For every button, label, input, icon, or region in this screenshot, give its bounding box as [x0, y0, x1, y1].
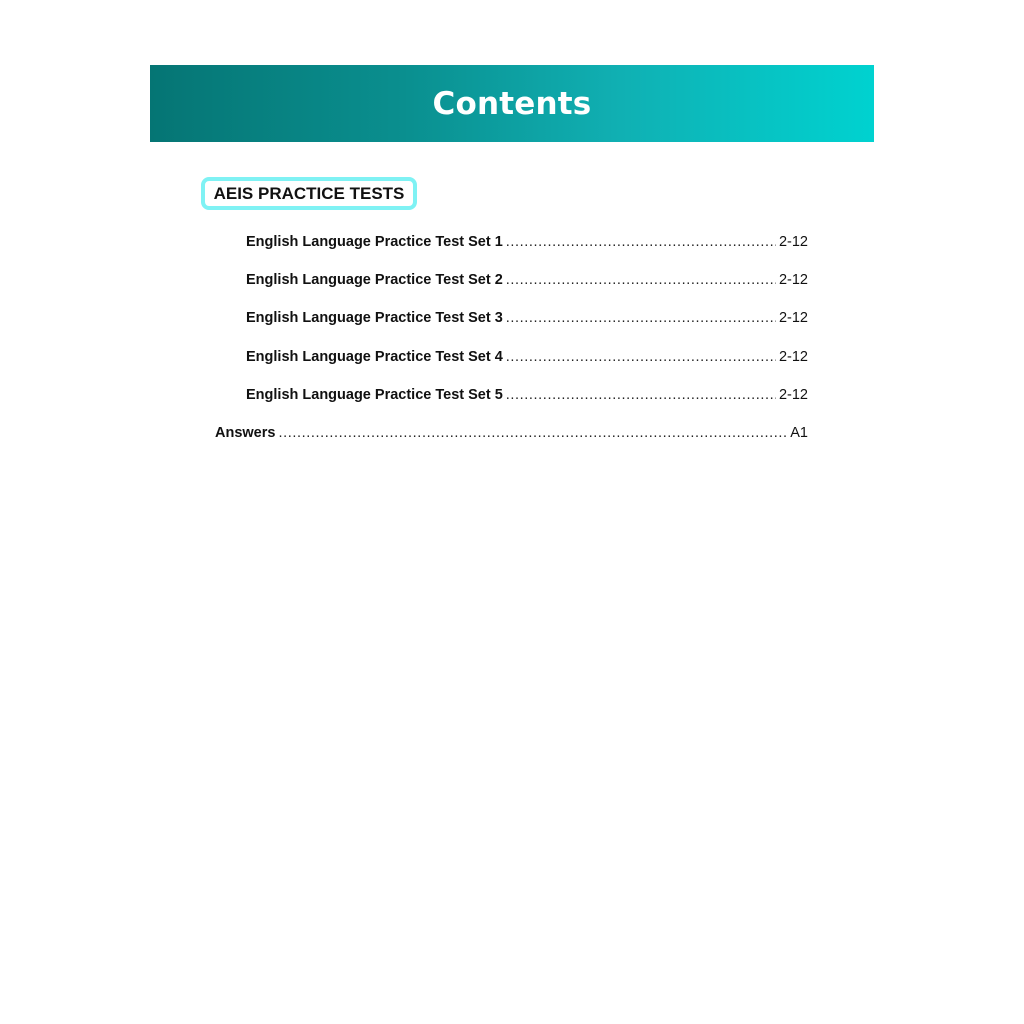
toc-entry-page: 2-12 — [778, 310, 808, 326]
toc-entry-page: 2-12 — [778, 349, 808, 365]
dot-leader — [506, 386, 776, 404]
toc-entry-title: English Language Practice Test Set 3 — [246, 310, 503, 326]
contents-banner — [150, 65, 874, 142]
toc-entry-page: 2-12 — [778, 234, 808, 250]
dot-leader — [506, 348, 776, 366]
dot-leader — [278, 424, 787, 442]
section-heading-box — [201, 177, 417, 210]
page-title: Contents — [432, 85, 592, 122]
toc-entry-page: 2-12 — [778, 387, 808, 403]
toc-entry-title: English Language Practice Test Set 4 — [246, 349, 503, 365]
toc-entry-title: English Language Practice Test Set 5 — [246, 387, 503, 403]
toc-entry-title: English Language Practice Test Set 1 — [246, 234, 503, 250]
toc-entry[interactable] — [246, 233, 808, 251]
toc-entry-page: 2-12 — [778, 272, 808, 288]
toc-entry[interactable] — [246, 309, 808, 327]
dot-leader — [506, 309, 776, 327]
toc-entry-title: Answers — [215, 425, 276, 441]
toc-entry[interactable] — [246, 348, 808, 366]
dot-leader — [506, 271, 776, 289]
toc-entry[interactable] — [246, 386, 808, 404]
toc-entry-title: English Language Practice Test Set 2 — [246, 272, 503, 288]
toc-entry-page: A1 — [790, 425, 808, 441]
toc-entry[interactable] — [246, 271, 808, 289]
toc-entry-answers[interactable] — [215, 424, 808, 442]
section-heading: AEIS PRACTICE TESTS — [213, 183, 405, 203]
dot-leader — [506, 233, 776, 251]
